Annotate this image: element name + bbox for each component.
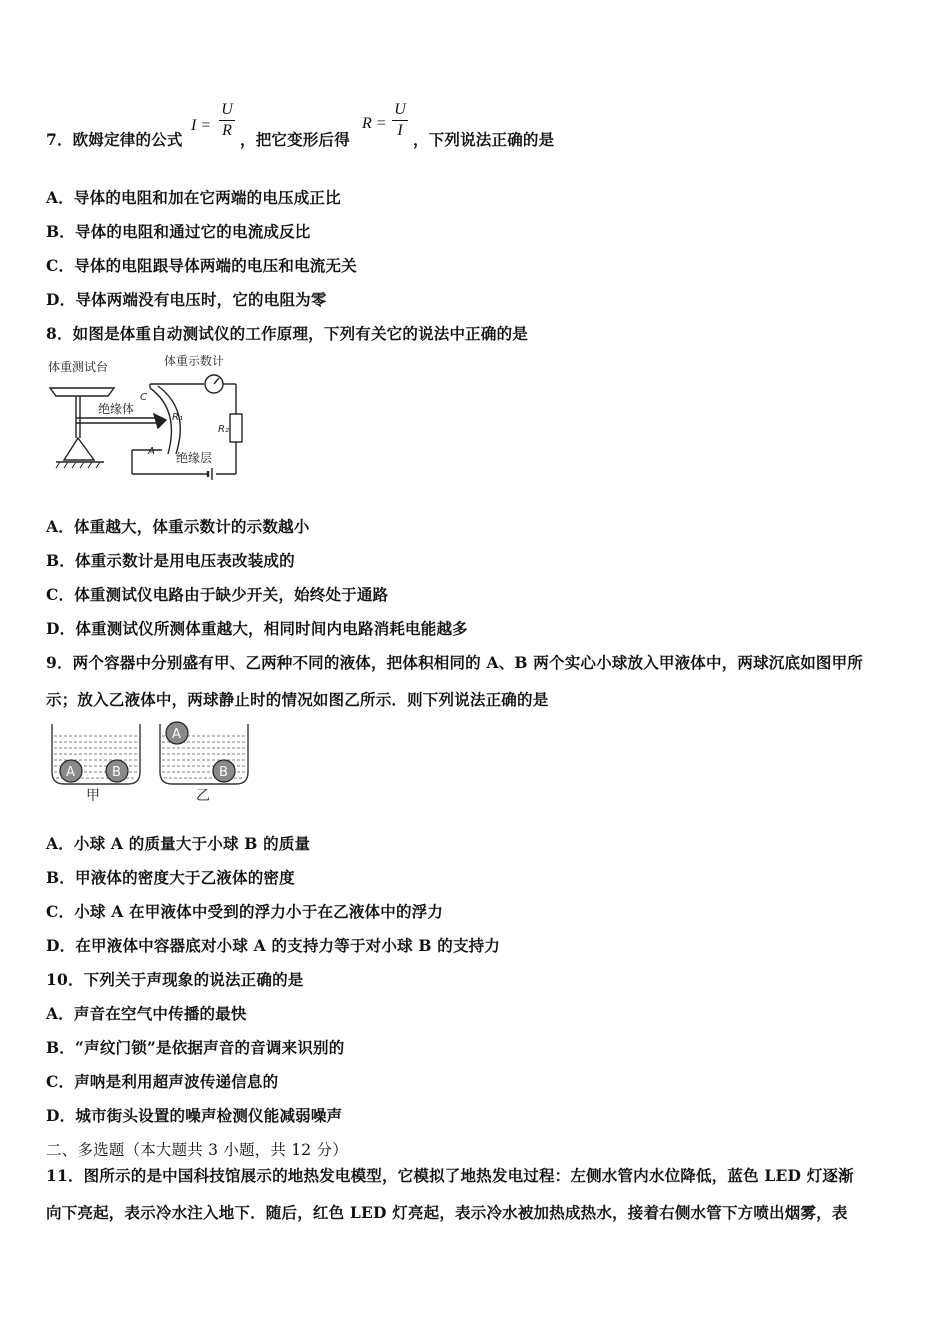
q9-containers-figure (44, 716, 254, 804)
q9-ball-a-jia: A (66, 765, 75, 780)
q8-r2-label: R₂ (218, 424, 229, 435)
q7-formula2-lhs: R = (362, 115, 387, 132)
q10-option-c: C．声呐是利用超声波传递信息的 (46, 1072, 279, 1091)
q8-platform-label: 体重测试台 (48, 360, 109, 374)
q9-option-c: C．小球 A 在甲液体中受到的浮力小于在乙液体中的浮力 (46, 902, 444, 921)
q8-r1-label: R₁ (172, 412, 183, 423)
q9-option-d: D．在甲液体中容器底对小球 A 的支持力等于对小球 B 的支持力 (46, 936, 501, 955)
q7-formula2-fraction (392, 101, 408, 140)
q7-option-b: B．导体的电阻和通过它的电流成反比 (46, 222, 311, 241)
q7-formula1-lhs: I = (191, 117, 212, 134)
q8-circuit-figure (44, 350, 254, 490)
q9-stem-line1: 9．两个容器中分别盛有甲、乙两种不同的液体，把体积相同的 A、B 两个实心小球放入甲液体中，两球沉底如图甲所 (46, 653, 864, 672)
q10-option-a: A．声音在空气中传播的最快 (46, 1004, 247, 1023)
q7-middle: ，把它变形后得 (240, 130, 350, 149)
q11-line1: 11．图所示的是中国科技馆展示的地热发电模型，它模拟了地热发电过程：左侧水管内水位降低，蓝色 LED 灯逐渐 (46, 1166, 854, 1185)
q9-option-b: B．甲液体的密度大于乙液体的密度 (46, 868, 295, 887)
q9-ball-a-yi: A (172, 727, 181, 742)
section-2-heading: 二、多选题（本大题共 3 小题，共 12 分） (46, 1141, 348, 1159)
q8-meter-label: 体重示数计 (164, 354, 225, 368)
q9-label-yi: 乙 (196, 788, 210, 804)
q10-option-b: B．“声纹门锁”是依据声音的音调来识别的 (46, 1038, 345, 1057)
q7-formula1-fraction (219, 101, 235, 140)
q9-label-jia: 甲 (86, 788, 100, 804)
q9-ball-b-jia: B (112, 765, 121, 780)
q7-option-d: D．导体两端没有电压时，它的电阻为零 (46, 290, 327, 309)
q10-stem: 10．下列关于声现象的说法正确的是 (46, 970, 304, 989)
q8-insulator-label: 绝缘体 (98, 402, 135, 416)
q9-stem-line2: 示；放入乙液体中，两球静止时的情况如图乙所示．则下列说法正确的是 (46, 690, 549, 709)
q7-suffix: ，下列说法正确的是 (413, 130, 555, 149)
q8-option-b: B．体重示数计是用电压表改装成的 (46, 551, 295, 570)
q7-formula2-num: U (394, 101, 406, 118)
q8-option-a: A．体重越大，体重示数计的示数越小 (46, 517, 310, 536)
q7-option-a: A．导体的电阻和加在它两端的电压成正比 (46, 188, 341, 207)
q8-point-c: C (140, 392, 147, 403)
q11-line2: 向下亮起，表示冷水注入地下．随后，红色 LED 灯亮起，表示冷水被加热成热水，接着右侧水管下方喷出烟雾，表 (46, 1203, 848, 1222)
q10-option-d: D．城市街头设置的噪声检测仪能减弱噪声 (46, 1106, 343, 1125)
q8-stem: 8．如图是体重自动测试仪的工作原理，下列有关它的说法中正确的是 (46, 324, 528, 343)
q7-stem (46, 128, 183, 150)
q7-option-c: C．导体的电阻跟导体两端的电压和电流无关 (46, 256, 357, 275)
q9-option-a: A．小球 A 的质量大于小球 B 的质量 (46, 834, 311, 853)
q8-option-c: C．体重测试仪电路由于缺少开关，始终处于通路 (46, 585, 389, 604)
q7-prefix: 7．欧姆定律的公式 (46, 130, 183, 149)
q7-formula1-den: R (222, 122, 232, 139)
q9-ball-b-yi: B (219, 765, 228, 780)
q8-insulating-layer-label: 绝缘层 (176, 451, 213, 465)
q8-point-a: A (148, 446, 155, 457)
q7-formula1-num: U (221, 101, 233, 118)
q7-formula2-den: I (397, 122, 403, 139)
q8-option-d: D．体重测试仪所测体重越大，相同时间内电路消耗电能越多 (46, 619, 468, 638)
